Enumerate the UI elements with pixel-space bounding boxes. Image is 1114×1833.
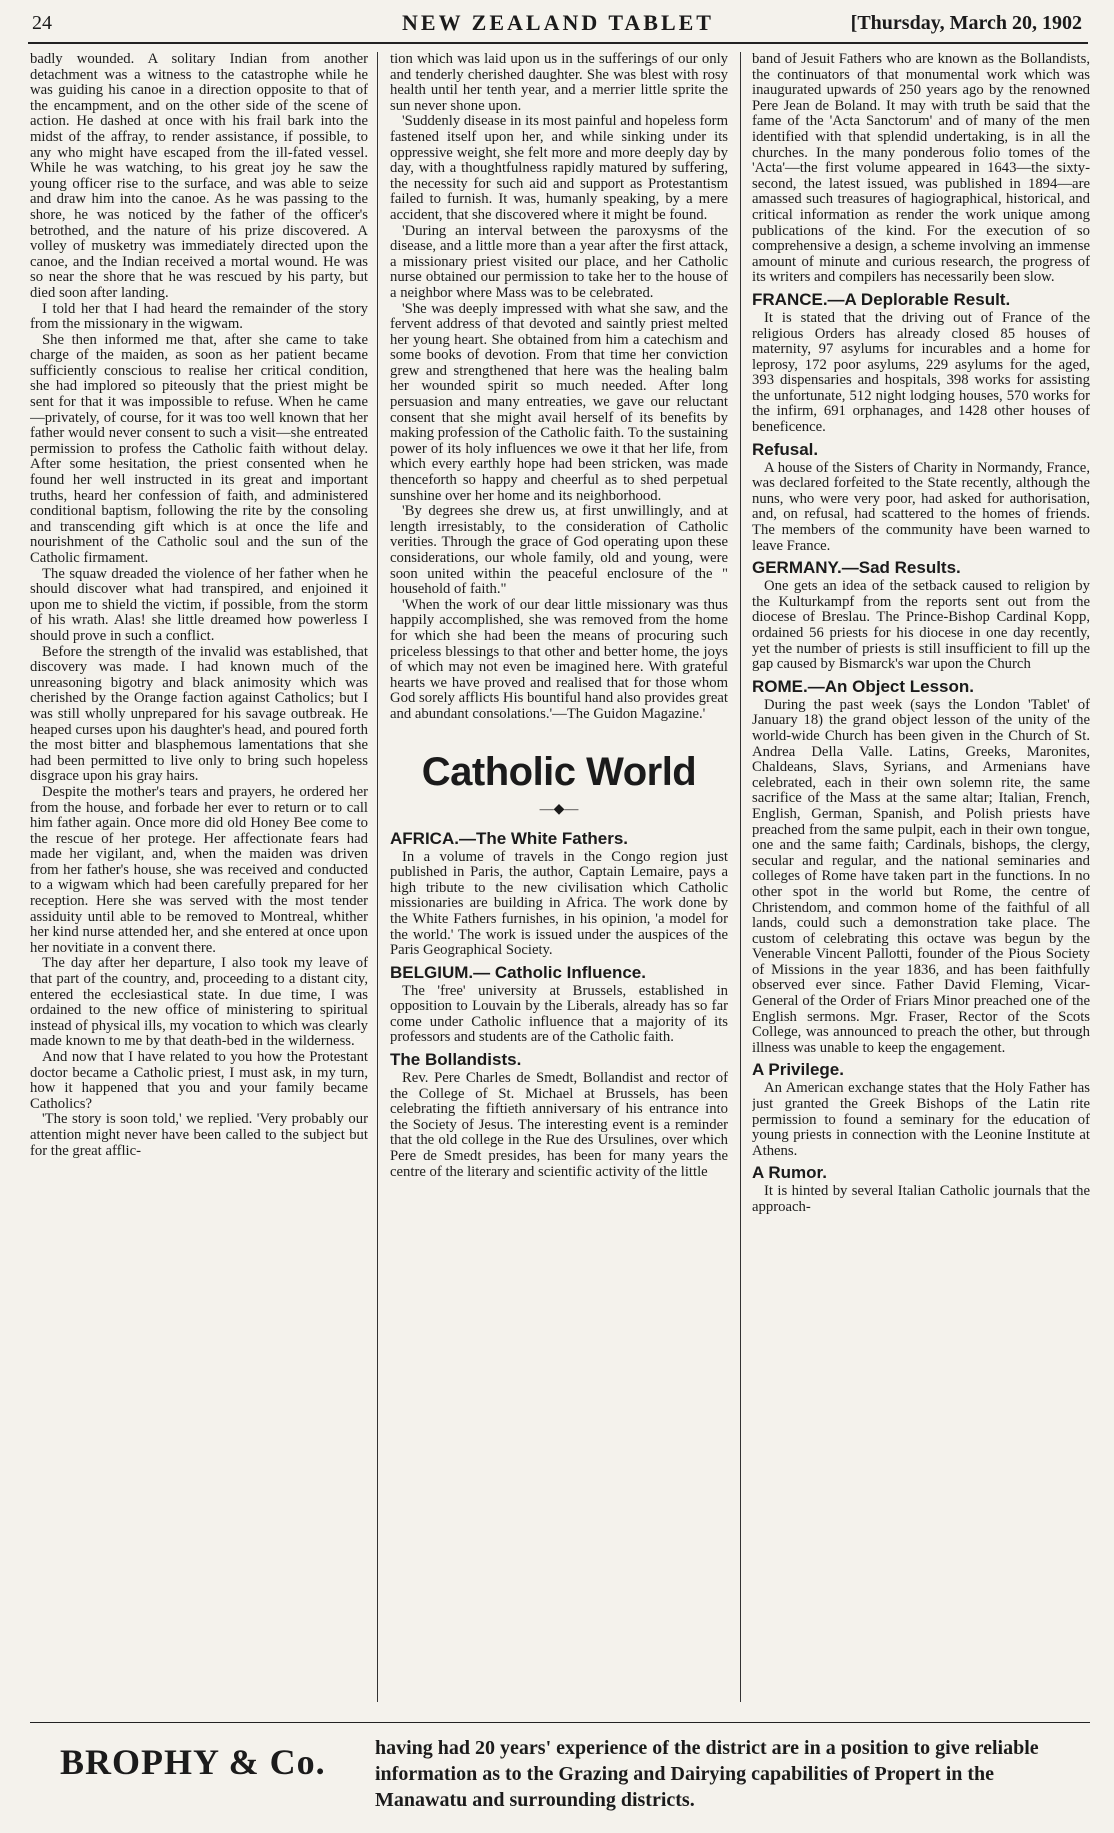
issue-date: [Thursday, March 20, 1902 bbox=[850, 12, 1082, 34]
story-paragraph: tion which was laid upon us in the sufferings of our only and tenderly cherished daughter. She was blest with rosy health until her tenth year, and a merrier little sprite the sun never shone upon. bbox=[390, 52, 728, 114]
germany-text: One gets an idea of the setback caused to religion by the Kulturkampf from the reports sent out from the diocese of Breslau. The Prince-Bishop Cardinal Kopp, ordained 56 priests for his diocese in one day recently, yet the number of priests is still insufficient to fill up the gap caused by Bismarck's war upon the Church bbox=[752, 578, 1090, 673]
heading-rome: ROME.—An Object Lesson. bbox=[752, 676, 974, 696]
story-paragraph: I told her that I had heard the remainder of the story from the missionary in the wigwam. bbox=[30, 300, 368, 333]
column-divider bbox=[377, 52, 378, 1702]
rumor-text: It is hinted by several Italian Catholic journals that the approach- bbox=[752, 1183, 1090, 1215]
masthead: NEW ZEALAND TABLET bbox=[402, 10, 714, 35]
bollandists-text: Rev. Pere Charles de Smedt, Bollandist and rector of the College of St. Michael at Brussels, has been celebrating the fiftieth anniversary of his entrance into the Society of Jesus. The interesting event is a reminder that the old college in the Rue des Ursulines, over which Pere de Smedt presides, has been for many years the centre of the literary and scientific activity of the little bbox=[390, 1070, 728, 1180]
story-paragraph: 'During an interval between the paroxysms of the disease, and a little more than a year after the first attack, a missionary priest visited our place, and her Catholic nurse obtained our permission to take her to the house of a neighbor where Mass was to be celebrated. bbox=[390, 222, 728, 301]
column-2 bbox=[390, 52, 728, 1702]
story-paragraph: 'When the work of our dear little missionary was thus happily accomplished, she was removed from the home for which she had been the means of procuring such priceless blessings to that other and better home, the joys of which may not even be imagined here. With grateful hearts we have proved and realised that for those whom God sorely afflicts His bountiful hand also provides great and abundant consolations.'—The Guidon Magazine.' bbox=[390, 596, 728, 722]
africa-text: In a volume of travels in the Congo region just published in Paris, the author, Captain Lemaire, pays a high tribute to the new civilisation which Catholic missionaries are building in Africa. The work done by the White Fathers furnishes, in his opinion, 'a model for the world.' The work is issued under the auspices of the Paris Geographical Society. bbox=[390, 848, 728, 959]
heading-france: FRANCE.—A Deplorable Result. bbox=[752, 289, 1011, 309]
footer-advertisement bbox=[30, 1722, 1090, 1823]
heading-belgium: BELGIUM.— Catholic Influence. bbox=[390, 962, 646, 982]
story-paragraph: 'By degrees she drew us, at first unwillingly, and at length irresistably, to the consideration of Catholic verities. Through the grace of God operating upon these considerations, our whole family, old and young, were soon united within the peaceful enclosure of the " household of faith." bbox=[390, 503, 728, 598]
privilege-text: An American exchange states that the Holy Father has just granted the Greek Bishops of the Latin rite permission to found a seminary for the education of young priests in connection with the Leonine Institute at Athens. bbox=[752, 1080, 1090, 1159]
heading-bollandists: The Bollandists. bbox=[390, 1050, 522, 1070]
refusal-text: A house of the Sisters of Charity in Normandy, France, was declared forfeited to the State recently, although the nuns, who were very poor, had asked for authorisation, and, on refusal, had scattered to the homes of friends. The members of the community have been warned to leave France. bbox=[752, 459, 1090, 554]
belgium-text: The 'free' university at Brussels, established in opposition to Louvain by the Liberals, already has so far come under Catholic influence that a majority of its professors and students are of the Catholic faith. bbox=[390, 982, 728, 1046]
france-text: It is stated that the driving out of France of the religious Orders has already closed 85 houses of maternity, 97 asylums for incurables and a home for leprosy, 172 poor asylums, 229 asylums for the aged, 393 dispensaries and hospitals, 398 works for assisting the unfortunate, 512 night lodging houses, 570 works for the infirm, 691 orphanages, and 1428 other houses of beneficence. bbox=[752, 309, 1090, 436]
story-paragraph: 'The story is soon told,' we replied. 'Very probably our attention might never have been called to the subject but for the great afflic- bbox=[30, 1111, 368, 1159]
divider-ornament: —◆— bbox=[539, 801, 579, 817]
page-header bbox=[28, 8, 1088, 44]
story-paragraph: badly wounded. A solitary Indian from another detachment was a witness to the catastrophe while he was guiding his canoe in a direction opposite to that of the encampment, and on the other side of the scene of action. He dashed at once with his frail bark into the midst of the affray, to render assistance, if possible, to any who might have escaped from the ill-fated vessel. While he was watching, to his great joy he saw the young officer rise to the surface, and was able to seize and draw him into the canoe. As he was passing to the shore, he was noticed by the father of the officer's betrothed, and the nature of his prize discovered. A volley of musketry was immediately directed upon the canoe, and the Indian received a mortal wound. He was so near the shore that he was rescued by his party, but died soon after landing. bbox=[30, 52, 368, 301]
story-paragraph: Before the strength of the invalid was established, that discovery was made. I had known much of the unreasoning bigotry and black animosity which was cherished by the Orange faction against Catholics; but I was still wholly unprepared for his savage outbreak. He heaped curses upon his daughter's head, and poured forth the most bitter and blasphemous lamentations that she had been permitted to live only to bring such hopeless disgrace upon his gray hairs. bbox=[30, 643, 368, 785]
story-paragraph: 'She was deeply impressed with what she saw, and the fervent address of that devoted and saintly priest melted her young heart. She obtained from him a catechism and some books of devotion. From that time her conviction grew and strengthened that here was the healing balm her wounded spirit so much needed. After long persuasion and many entreaties, we gave our reluctant consent that she might avail herself of its benefits by making profession of the Catholic faith. To the sustaining power of its holy influences we owe it that her life, from which every earthly hope had been stricken, was made thenceforth so happy and cheerful as to shed perpetual sunshine over her home and its neighborhood. bbox=[390, 300, 728, 504]
column-1 bbox=[30, 52, 368, 1702]
column-3 bbox=[752, 52, 1090, 1702]
page-number: 24 bbox=[32, 12, 52, 34]
heading-africa: AFRICA.—The White Fathers. bbox=[390, 828, 629, 848]
heading-refusal: Refusal. bbox=[752, 439, 819, 459]
story-paragraph: She then informed me that, after she came to take charge of the maiden, as soon as her patient became sufficiently conscious to realise her critical condition, she had implored so piteously that the priest might be sent for that it was impossible to refuse. When he came—privately, of course, for it was too well known that her father would never consent to such a visit—she entreated permission to profess the Catholic faith without delay. After some hesitation, the priest consented when he found her well instructed in its great and important truths, heard her confession of faith, and administered conditional baptism, following the rite by the consoling and transcending gift which is at once the life and nourishment of the Catholic soul and the sun of the Catholic firmament. bbox=[30, 331, 368, 566]
story-paragraph: 'Suddenly disease in its most painful and hopeless form fastened itself upon her, and while sinking under its oppressive weight, she felt more and more deeply day by day, with a thoughtfulness rapidly matured by suffering, the necessity for such aid and support as Protestantism failed to furnish. It was, humanly speaking, by a mere accident, that she discovered where it might be found. bbox=[390, 113, 728, 223]
heading-germany: GERMANY.—Sad Results. bbox=[752, 558, 961, 578]
advertisement-text: having had 20 years' experience of the district are in a position to give reliable information as to the Grazing and Dairying capabilities of Propert in the Manawatu and surrounding districts. bbox=[375, 1737, 1039, 1811]
story-paragraph: The day after her departure, I also took my leave of that part of the country, and, proceeding to a distant city, entered the ecclesiastical state. In due time, I was ordained to the new office of ministering to spiritual instead of physical ills, my vocation to which was clearly made known to me by that death-bed in the wilderness. bbox=[30, 955, 368, 1050]
story-paragraph: Despite the mother's tears and prayers, he ordered her from the house, and forbade her ever to return or to call him father again. Once more did old Honey Bee come to the rescue of her protege. Her affectionate fears had made her vigilant, and, when the maiden was driven from her father's house, she was received and conducted to a wigwam which had been carefully prepared for her reception. Here she was served with the most tender assiduity until able to be removed to Montreal, whither her kind nurse attended her, and she entered at once upon her novitiate in a convent there. bbox=[30, 783, 368, 956]
story-paragraph: The squaw dreaded the violence of her father when he should discover what had transpired, and enjoined it upon me to shield the victim, if possible, from the storm of his wrath. Alas! she little dreamed how powerless I should prove in such a conflict. bbox=[30, 565, 368, 644]
bollandists-continued: band of Jesuit Fathers who are known as the Bollandists, the continuators of that monumental work which was inaugurated upwards of 250 years ago by the renowned Pere Jean de Boland. It may with truth be said that the fame of the 'Acta Sanctorum' and of many of the men identified with that splendid undertaking, is in all the churches. In the many ponderous folio tomes of the 'Acta'—the first volume appeared in 1643—the sixty-second, the latest issued, was published in 1894—are amassed such treasures of hagiographical, historical, and critical information as render the work unique among publications of the kind. For the execution of so comprehensive a design, a scheme involving an immense amount of minute and curious research, the progress of its writers and compilers has necessarily been slow. bbox=[752, 52, 1090, 286]
column-divider bbox=[740, 52, 741, 1702]
heading-privilege: A Privilege. bbox=[752, 1060, 844, 1080]
section-title-catholic-world: Catholic World bbox=[421, 749, 697, 794]
rome-text: During the past week (says the London 'Tablet' of January 18) the grand object lesson of the unity of the world-wide Church has been given in the Church of St. Andrea Della Valle. Latins, Greeks, Maronites, Chaldeans, Slavs, Syrians, and Armenians have celebrated, each in their own solemn rite, the same sacrifice of the Mass at the same altar; Italian, French, English, German, Spanish, and Polish priests have preached from the same pulpit, each in their own tongue, one and the same faith; Cardinals, bishops, the clergy, secular and regular, and the national seminaries and colleges of Rome have taken part in the functions. In no other spot in the world but Rome, the centre of Christendom, and common home of the faithful of all lands, could such a demonstration take place. The custom of celebrating this octave was begun by the Venerable Vincent Pallotti, founder of the Pious Society of Missions in the year 1836, and has been faithfully observed ever since. Father David Fleming, Vicar-General of the Order of Friars Minor preached one of the English sermons. Mgr. Fraser, Rector of the Scots College, was announced to preach the other, but through illness was unable to keep the engagement. bbox=[752, 696, 1090, 1056]
heading-rumor: A Rumor. bbox=[752, 1163, 827, 1183]
story-paragraph: And now that I have related to you how the Protestant doctor became a Catholic priest, I must ask, in my turn, how it happened that you and your family became Catholics? bbox=[30, 1049, 368, 1112]
advertiser-name: BROPHY & Co. bbox=[60, 1742, 326, 1782]
